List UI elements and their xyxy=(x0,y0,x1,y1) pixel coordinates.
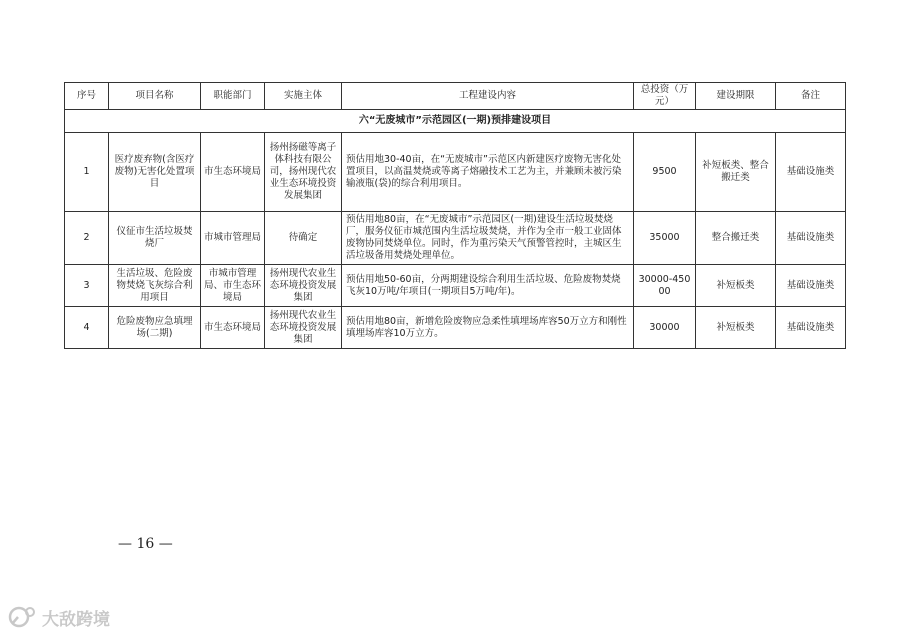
cell-entity: 扬州现代农业生态环境投资发展集团 xyxy=(265,265,342,307)
watermark-text: 大敌跨境 xyxy=(42,609,110,630)
cell-remark: 基础设施类 xyxy=(776,133,846,212)
cell-remark: 基础设施类 xyxy=(776,265,846,307)
table-row xyxy=(65,265,846,307)
cell-investment: 30000-45000 xyxy=(634,265,696,307)
header-entity: 实施主体 xyxy=(265,83,342,110)
header-content: 工程建设内容 xyxy=(342,83,634,110)
header-remark: 备注 xyxy=(776,83,846,110)
cell-period: 补短板类、整合搬迁类 xyxy=(696,133,776,212)
cell-content: 预估用地80亩，在“无废城市”示范园区(一期)建设生活垃圾焚烧厂，服务仪征市城范围内生活垃圾焚烧，并作为全市一般工业固体废物协同焚烧单位。同时，作为重污染天气预警管控时，主城区生活垃圾备用焚烧处理单位。 xyxy=(342,212,634,265)
cell-entity: 待确定 xyxy=(265,212,342,265)
cell-period: 补短板类 xyxy=(696,265,776,307)
header-period: 建设期限 xyxy=(696,83,776,110)
cell-dept: 市生态环境局 xyxy=(201,133,265,212)
header-investment: 总投资（万元） xyxy=(634,83,696,110)
cell-no: 2 xyxy=(65,212,109,265)
page-number: — 16 — xyxy=(118,536,173,552)
header-dept: 职能部门 xyxy=(201,83,265,110)
cell-period: 补短板类 xyxy=(696,307,776,349)
cell-no: 3 xyxy=(65,265,109,307)
table-header-row xyxy=(65,83,846,110)
cell-investment: 35000 xyxy=(634,212,696,265)
cell-no: 4 xyxy=(65,307,109,349)
cell-name: 仪征市生活垃圾焚烧厂 xyxy=(109,212,201,265)
table-row xyxy=(65,307,846,349)
cell-no: 1 xyxy=(65,133,109,212)
cell-dept: 市城市管理局、市生态环境局 xyxy=(201,265,265,307)
cell-name: 危险废物应急填埋场(二期) xyxy=(109,307,201,349)
logo-icon xyxy=(8,605,38,629)
cell-remark: 基础设施类 xyxy=(776,307,846,349)
header-name: 项目名称 xyxy=(109,83,201,110)
cell-dept: 市城市管理局 xyxy=(201,212,265,265)
cell-name: 医疗废弃物(含医疗废物)无害化处置项目 xyxy=(109,133,201,212)
table-row xyxy=(65,212,846,265)
cell-investment: 30000 xyxy=(634,307,696,349)
section-title: 六“无废城市”示范园区(一期)预排建设项目 xyxy=(65,110,846,133)
table-row xyxy=(65,133,846,212)
cell-entity: 扬州现代农业生态环境投资发展集团 xyxy=(265,307,342,349)
header-no: 序号 xyxy=(65,83,109,110)
cell-name: 生活垃圾、危险废物焚烧飞灰综合利用项目 xyxy=(109,265,201,307)
cell-content: 预估用地50-60亩，分两期建设综合利用生活垃圾、危险废物焚烧飞灰10万吨/年项目(一期项目5万吨/年)。 xyxy=(342,265,634,307)
cell-period: 整合搬迁类 xyxy=(696,212,776,265)
cell-content: 预估用地80亩，新增危险废物应急柔性填埋场库容50万立方和刚性填埋场库容10万立方。 xyxy=(342,307,634,349)
cell-dept: 市生态环境局 xyxy=(201,307,265,349)
cell-investment: 9500 xyxy=(634,133,696,212)
cell-remark: 基础设施类 xyxy=(776,212,846,265)
project-table xyxy=(64,82,846,349)
cell-entity: 扬州扬磁等离子体科技有限公司，扬州现代农业生态环境投资发展集团 xyxy=(265,133,342,212)
section-row xyxy=(65,110,846,133)
watermark xyxy=(8,604,110,630)
cell-content: 预估用地30-40亩，在“无废城市”示范区内新建医疗废物无害化处置项目，以高温焚烧或等离子熔融技术工艺为主，并兼顾未被污染输液瓶(袋)的综合利用项目。 xyxy=(342,133,634,212)
